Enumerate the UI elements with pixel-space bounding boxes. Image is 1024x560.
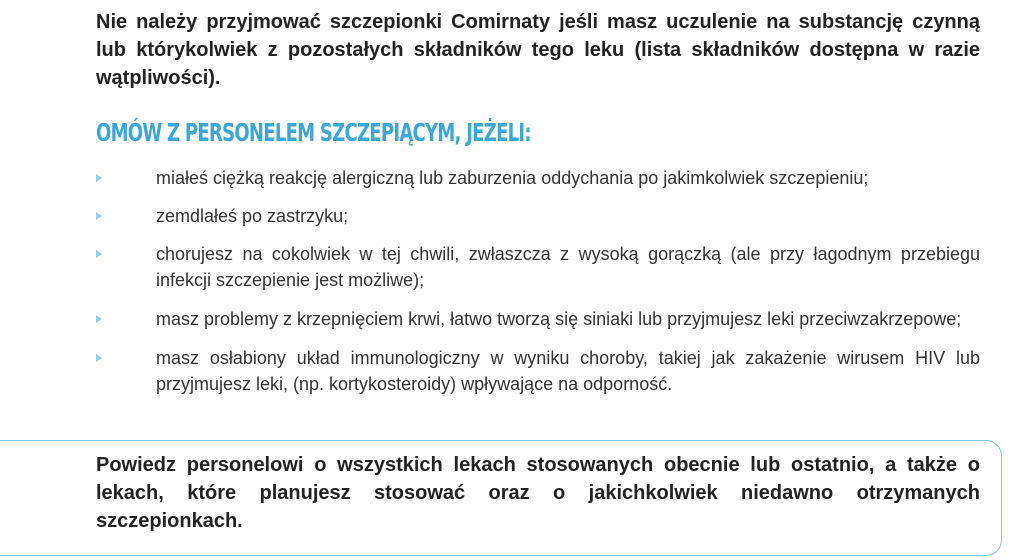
list-item-text: masz problemy z krzepnięciem krwi, łatwo tworzą się siniaki lub przyjmujesz leki przeciwzakrzepowe; (156, 309, 962, 329)
list-item (96, 203, 980, 229)
list-item (96, 306, 980, 332)
list-item (96, 241, 980, 293)
medication-note-paragraph: Powiedz personelowi o wszystkich lekach stosowanych obecnie lub ostatnio, a także o lekach, które planujesz stosować oraz o jakichkolwiek niedawno otrzymanych szczepionkach. (96, 454, 980, 532)
allergy-warning-paragraph: Nie należy przyjmować szczepionki Comirnaty jeśli masz uczulenie na substancję czynną lub którykolwiek z pozostałych składników tego leku (lista składników dostępna w razie wątpliwości). (96, 11, 980, 89)
list-item-text: miałeś ciężką reakcję alergiczną lub zaburzenia oddychania po jakimkolwiek szczepieniu; (156, 168, 869, 188)
section-heading: OMÓW Z PERSONELEM SZCZEPIĄCYM, JEŻELI: (96, 118, 531, 147)
triangle-bullet-icon (96, 174, 102, 182)
triangle-bullet-icon (96, 250, 102, 258)
list-item (96, 165, 980, 191)
triangle-bullet-icon (96, 315, 102, 323)
triangle-bullet-icon (96, 212, 102, 220)
list-item (96, 345, 980, 397)
conditions-list (96, 165, 980, 397)
triangle-bullet-icon (96, 354, 102, 362)
list-item-text: zemdlałeś po zastrzyku; (156, 206, 349, 226)
list-item-text: chorujesz na cokolwiek w tej chwili, zwłaszcza z wysoką gorączką (ale przy łagodnym przebiegu infekcji szczepienie jest możliwe); (156, 244, 980, 290)
list-item-text: masz osłabiony układ immunologiczny w wyniku choroby, takiej jak zakażenie wirusem HIV lub przyjmujesz leki, (np. kortykosteroidy) wpływające na odporność. (156, 348, 980, 394)
